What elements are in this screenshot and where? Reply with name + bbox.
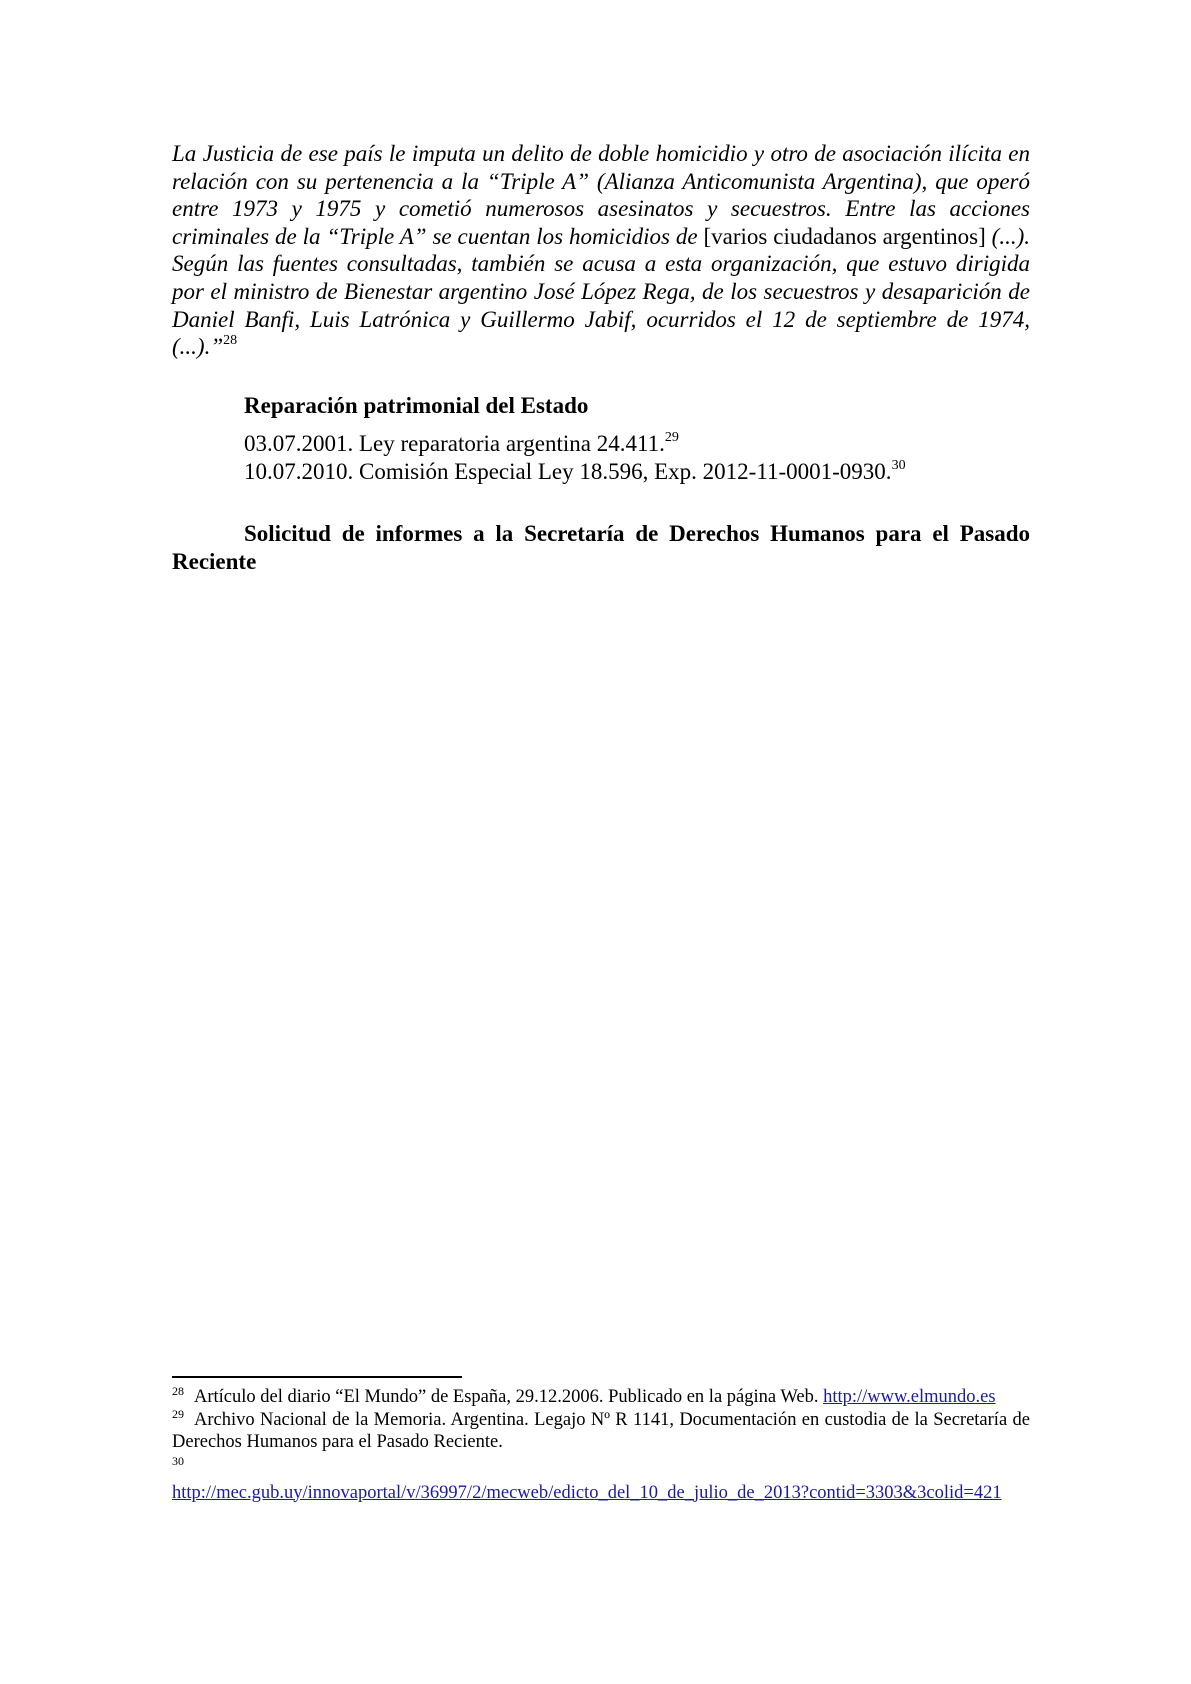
footnote-29 — [172, 1406, 1030, 1454]
footnotes — [172, 1386, 1030, 1504]
footnote-ref-30[interactable]: 30 — [891, 458, 906, 473]
footnote-30 — [172, 1454, 1030, 1505]
footnote-text: Artículo del diario “El Mundo” de España, 29.12.2006. Publicado en la página Web. — [194, 1387, 824, 1407]
footnote-ref-28[interactable]: 28 — [223, 333, 238, 349]
footnote-text: Archivo Nacional de la Memoria. Argentina. Legajo Nº R 1141, Documentación en custodia de la Secretaría de Derechos Humanos para el Pasado Reciente. — [172, 1409, 1030, 1452]
reparacion-list — [244, 430, 906, 486]
footnote-separator — [172, 1376, 462, 1378]
reparacion-item-text: 10.07.2010. Comisión Especial Ley 18.596, Exp. 2012-11-0001-0930. — [244, 459, 892, 484]
section-heading-solicitud: Solicitud de informes a la Secretaría de Derechos Humanos para el Pasado Reciente — [172, 521, 1030, 574]
quote-text-part-1: La Justicia de ese país le imputa un delito de doble homicidio y otro de asociación ilícita en relación con su pertenencia a la “Triple A” (Alianza Anticomunista Argentina), que operó entre 1973 y 1975 y cometió numerosos asesinatos y secuestros. Entre las acciones criminales de la “Triple A” se cuentan los homicidios de — [172, 141, 1030, 249]
reparacion-item — [244, 430, 906, 458]
quote-bracketed-insert: [varios ciudadanos argentinos] — [703, 223, 986, 249]
section-heading-reparacion: Reparación patrimonial del Estado — [244, 393, 589, 418]
footnote-number: 29 — [172, 1406, 184, 1421]
reparacion-item-text: 03.07.2001. Ley reparatoria argentina 24.411. — [244, 431, 665, 456]
quoted-article-paragraph — [172, 140, 1030, 361]
quote-text-part-2: (...). Según las fuentes consultadas, también se acusa a esta organización, que estuvo dirigida por el ministro de Bienestar argentino José López Rega, de los secuestros y desaparición de Daniel Banfi, Luis Latrónica y Guillermo Jabif, ocurridos el 12 de septiembre de 1974, (...).” — [172, 223, 1030, 360]
footnote-number: 28 — [172, 1384, 184, 1398]
footnote-ref-29[interactable]: 29 — [664, 430, 679, 445]
reparacion-item — [244, 458, 906, 486]
elmundo-link[interactable]: http://www.elmundo.es — [823, 1387, 996, 1407]
mec-edicto-link[interactable]: http://mec.gub.uy/innovaportal/v/36997/2/mecweb/edicto_del_10_de_julio_de_2013?contid=3303&3colid=421 — [172, 1482, 1002, 1503]
footnote-number: 30 — [172, 1453, 184, 1468]
footnote-28 — [172, 1386, 1030, 1409]
